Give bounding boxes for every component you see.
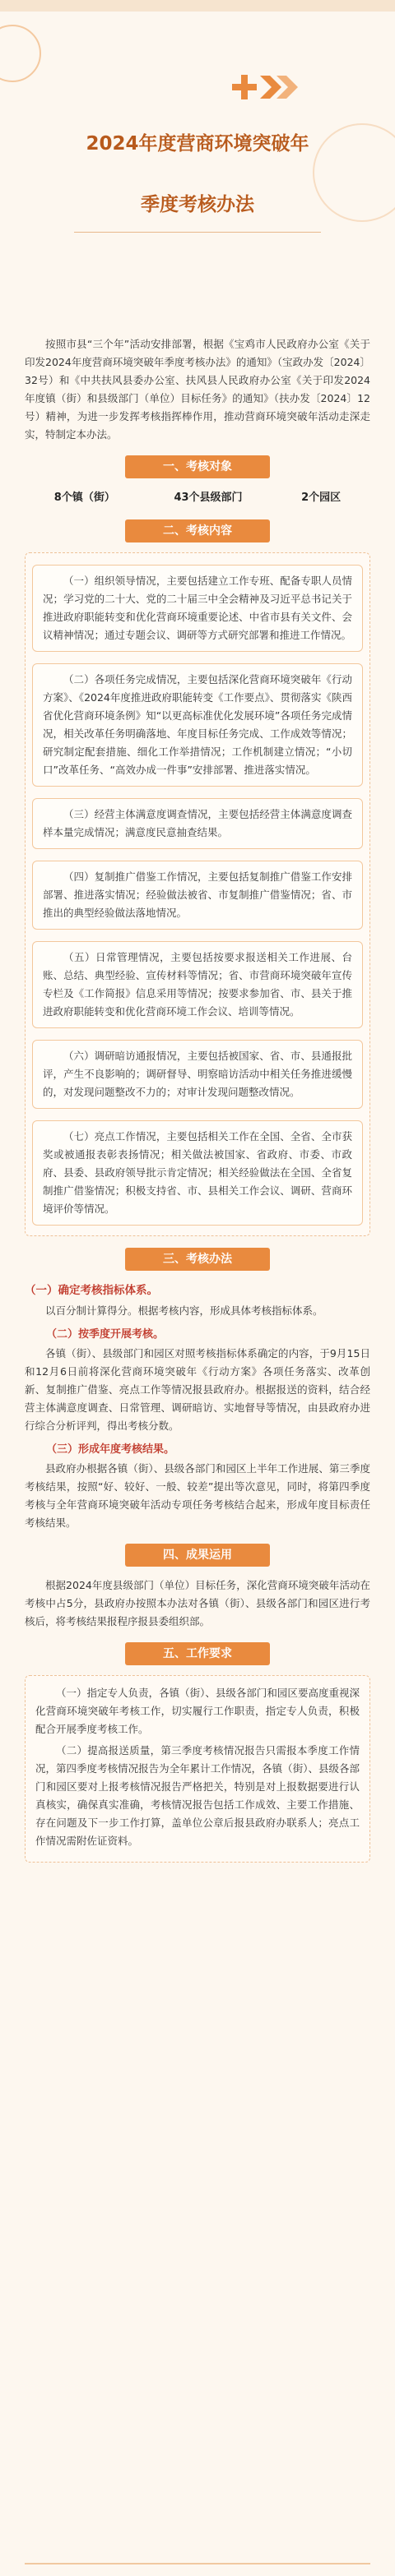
target-parks: 2个园区 [301,492,342,504]
method-paragraph: 县政府办根据各镇（街）、县级各部门和园区上半年工作进展、第三季度考核结果，按照“好、较好、一般、较差”提出等次意见，同时，将第四季度考核与全年营商环境突破年活动专项任务考核结合起来，形成年度目标责任考核结果。 [25,1462,370,1529]
targets-row [25,488,370,508]
method-paragraph: 各镇（街）、县级部门和园区对照考核指标体系确定的内容，于9月15日和12月6日前将深化营商环境突破年《行动方案》各项任务落实、改革创新、复制推广借鉴、亮点工作等情况报县政府办。根据报送的资料，结合经营主体满意度调查、日常管理、调研暗访、实地督导等情况，由县政府办进行综合分析评判，得出考核分数。 [25,1347,370,1432]
page-title: 2024年度营商环境突破年 [86,133,309,155]
double-chevron-right-icon [232,71,298,104]
decorative-circle [0,25,41,82]
content-card: （一）组织领导情况，主要包括建立工作专班、配备专职人员情况；学习党的二十大、党的二十届三中全会精神及习近平总书记关于推进政府职能转变和优化营商环境重要论述、中省市县有关文件、会议精神情况；通过专题会议、调研等方式研究部署和推进工作情况。 [32,565,363,652]
intro-paragraph: 按照市县“三个年”活动安排部署，根据《宝鸡市人民政府办公室《关于印发2024年度营商环境突破年季度考核办法》的通知》（宝政办发〔2024〕32号）和《中共扶风县委办公室、扶风县人民政府办公室《关于印发2024年度镇（街）和县级部门（单位）目标任务》的通知》（扶办发〔2024〕12号）精神，为进一步发挥考核指挥棒作用，推动营商环境突破年活动走深走实，特制定本办法。 [25,338,370,441]
top-bar [0,0,395,12]
section-heading-content: 二、考核内容 [125,519,270,542]
bottom-divider [25,2563,370,2564]
content-card: （二）各项任务完成情况，主要包括深化营商环境突破年《行动方案》、《2024年度推进政府职能转变《工作要点》、贯彻落实《陕西省优化营商环境条例》知“以更高标准优化发展环境”各项任务完成情况，相关改革任务明确落地、年度目标任务完成、工作成效等情况；研究制定配套措施、细化工作举措情况；工作机制建立情况；“小切口”改革任务、“高效办成一件事”安排部署、推进落实情况。 [32,663,363,787]
title-divider [74,232,321,233]
method-subheading: （一）确定考核指标体系。 [25,1284,158,1297]
section-heading-results: 四、成果运用 [125,1544,270,1567]
requirements-frame [25,1675,370,1863]
requirements-paragraph: （一）指定专人负责，各镇（街）、县级各部门和园区要高度重视深化营商环境突破年考核工作，切实履行工作职责，指定专人负责，积极配合开展季度考核工作。 [35,1687,360,1735]
method-subheading: （三）形成年度考核结果。 [46,1443,175,1456]
target-departments: 43个县级部门 [174,492,243,504]
section-heading-method: 三、考核办法 [125,1248,270,1271]
requirements-paragraph: （二）提高报送质量，第三季度考核情况报告只需报本季度工作情况，第四季度考核情况报告为全年累计工作情况，各镇（街）、县级各部门和园区要对上报考核情况报告严格把关，特别是对上报数据要进行认真核实，确保真实准确，考核情况报告包括工作成效、主要工作措施、存在问题及下一步工作打算，盖单位公章后报县政府办联系人；亮点工作情况需附佐证资料。 [35,1744,360,1847]
method-subheading: （二）按季度开展考核。 [46,1328,165,1341]
content-card: （三）经营主体满意度调查情况，主要包括经营主体满意度调查样本量完成情况；满意度民意抽查结果。 [32,798,363,849]
section-heading-targets: 一、考核对象 [125,455,270,478]
section-heading-requirements: 五、工作要求 [125,1642,270,1665]
content-card: （四）复制推广借鉴工作情况，主要包括复制推广借鉴工作安排部署、推进落实情况；经验做法被省、市复制推广借鉴情况；省、市推出的典型经验做法落地情况。 [32,861,363,930]
content-card: （六）调研暗访通报情况，主要包括被国家、省、市、县通报批评，产生不良影响的；调研督导、明察暗访活动中相关任务推进缓慢的，对发现问题整改不力的；对审计发现问题整改情况。 [32,1040,363,1109]
article-body [25,335,370,1863]
method-paragraph: 以百分制计算得分。根据考核内容，形成具体考核指标体系。 [45,1304,323,1317]
content-frame [25,552,370,1236]
page-subtitle: 季度考核办法 [141,194,254,215]
target-towns: 8个镇（街） [53,492,115,504]
title-block [21,130,374,233]
content-card: （五）日常管理情况，主要包括按要求报送相关工作进展、台账、总结、典型经验、宣传材料等情况；省、市营商环境突破年宣传专栏及《工作简报》信息采用等情况；按要求参加省、市、县关于推进政府职能转变和优化营商环境工作会议、培训等情况。 [32,941,363,1028]
content-card: （七）亮点工作情况，主要包括相关工作在全国、全省、全市获奖或被通报表彰表扬情况；相关做法被国家、省政府、市委、市政府、县委、县政府领导批示肯定情况；相关经验做法在全国、全省复制推广借鉴情况；积极支持省、市、县相关工作会议、调研、营商环境评价等情况。 [32,1120,363,1226]
results-paragraph: 根据2024年度县级部门（单位）目标任务，深化营商环境突破年活动在考核中占5分，县政府办按照本办法对各镇（街）、县级各部门和园区进行考核后，将考核结果报程序报县委组织部。 [25,1579,370,1627]
